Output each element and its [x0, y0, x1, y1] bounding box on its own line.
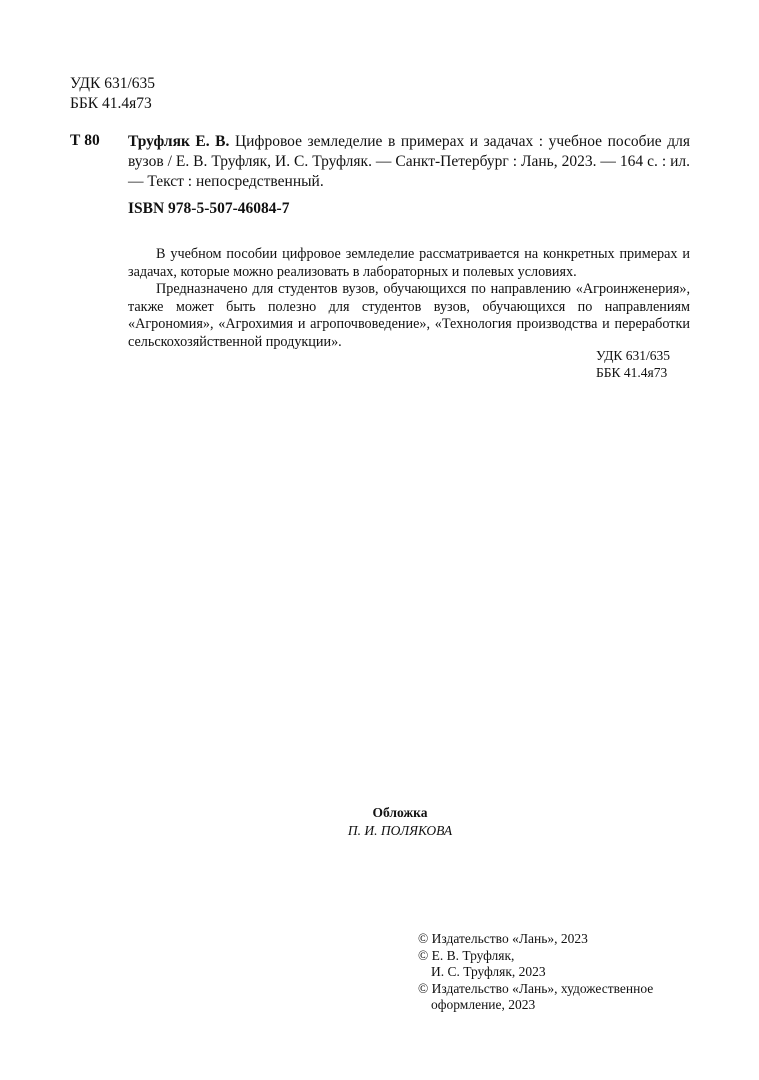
bibliographic-record	[128, 132, 690, 192]
cover-label: Обложка	[372, 805, 428, 820]
classification-bottom	[596, 347, 670, 381]
copyright-line: © Издательство «Лань», 2023	[418, 931, 588, 946]
abstract-paragraph-1: В учебном пособии цифровое земледелие рассматривается на конкретных примерах и задачах, которые можно реализовать в лабораторных и полевых условиях.	[128, 246, 690, 280]
copyright-line: И. С. Труфляк, 2023	[431, 964, 546, 979]
copyright-block	[418, 931, 653, 1014]
bbk-code: ББК 41.4я73	[70, 95, 152, 112]
classification-top	[70, 74, 155, 114]
abstract	[128, 246, 690, 351]
cover-designer: П. И. ПОЛЯКОВА	[347, 823, 453, 838]
udk-code: УДК 631/635	[70, 75, 156, 92]
cover-credit	[330, 804, 470, 840]
author-mark: Т 80	[70, 132, 100, 149]
author-name: Труфляк Е. В.	[128, 133, 235, 150]
bibliographic-description: Цифровое земледелие в примерах и задачах : учебное пособие для вузов / Е. В. Труфляк, И. С. Труфляк. — Санкт-Петербург : Лань, 2023. — 164 с. : ил. — Текст : непосредственный.	[128, 133, 690, 190]
copyright-line: © Издательство «Лань», художественное	[418, 980, 654, 996]
isbn: ISBN 978-5-507-46084-7	[128, 200, 290, 217]
udk-code-bottom: УДК 631/635	[596, 348, 671, 363]
abstract-paragraph-2: Предназначено для студентов вузов, обучающихся по направлению «Агроинженерия», также может быть полезно для студентов вузов, обучающихся по направлениям «Агрономия», «Агрохимия и агропочвоведение», «Технология производства и переработки сельскохозяйственной продукции».	[128, 281, 690, 350]
copyright-line: оформление, 2023	[431, 997, 536, 1012]
copyright-line: © Е. В. Труфляк,	[418, 947, 515, 963]
bbk-code-bottom: ББК 41.4я73	[596, 365, 668, 380]
